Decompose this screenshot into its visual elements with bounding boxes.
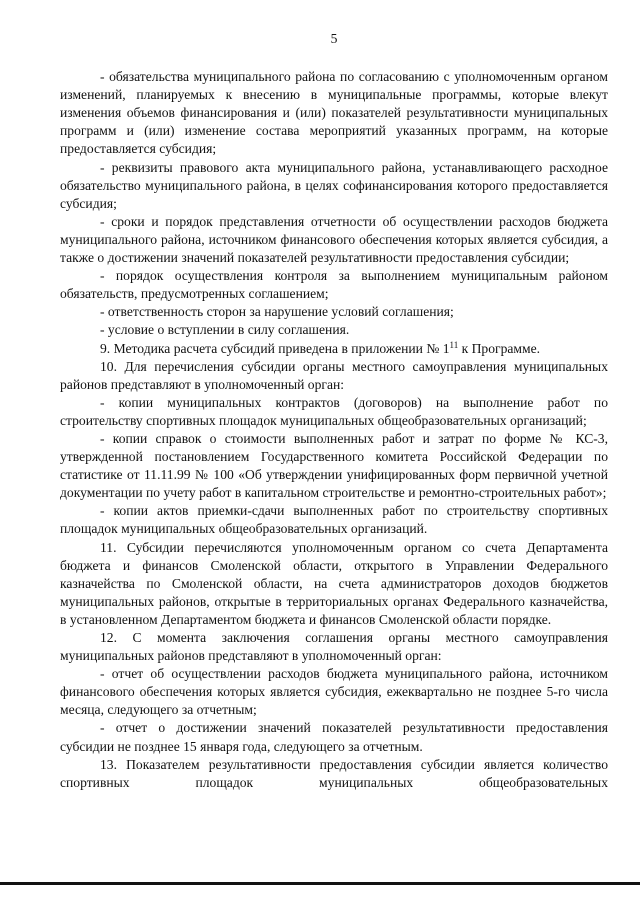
paragraph-entry-into-force: - условие о вступлении в силу соглашения. — [100, 322, 350, 338]
item-9-tail: к Программе. — [458, 340, 541, 356]
paragraph-item-10: 10. Для перечисления субсидии органы местного самоуправления муниципальных районов представляют в уполномоченный орган: — [60, 358, 608, 392]
item-9-superscript: 11 — [449, 339, 459, 350]
bottom-rule — [0, 882, 640, 885]
paragraph-indicator-report: - отчет о достижении значений показателей результативности предоставления субсидии не позднее 15 января года, следующего за отчетным. — [60, 720, 608, 754]
paragraph-control: - порядок осуществления контроля за выполнением муниципальным районом обязательств, предусмотренных соглашением; — [60, 268, 608, 302]
paragraph-contracts: - копии муниципальных контрактов (договоров) на выполнение работ по строительству спортивных площадок муниципальных общеобразовательных организаций; — [60, 394, 608, 428]
paragraph-item-11: 11. Субсидии перечисляются уполномоченным органом со счета Департамента бюджета и финансов Смоленской области, открытого в Управлении Федерального казначейства по Смоленской области, на счета администраторов доходов бюджетов муниципальных районов, открытые в территориальных органах Федерального казначейства, в установленном Департаментом бюджета и финансов Смоленской области порядке. — [60, 539, 608, 627]
paragraph-acts: - копии актов приемки-сдачи выполненных работ по строительству спортивных площадок муниципальных общеобразовательных организаций. — [60, 503, 608, 537]
paragraph-item-13: 13. Показателем результативности предоставления субсидии является количество спортивных площадок муниципальных общеобразовательных — [60, 756, 608, 790]
page-number: 5 — [330, 31, 338, 46]
document-page — [60, 30, 608, 792]
paragraph-item-9 — [60, 340, 608, 358]
paragraph-expense-report: - отчет об осуществлении расходов бюджета муниципального района, источником финансового обеспечения которых является субсидия, ежеквартально не позднее 5-го числа месяца, следующего за отчетным; — [60, 666, 608, 718]
paragraph-responsibility: - ответственность сторон за нарушение условий соглашения; — [100, 304, 454, 320]
paragraph-item-12: 12. С момента заключения соглашения органы местного самоуправления муниципальных районов представляют в уполномоченный орган: — [60, 630, 608, 664]
paragraph-ks3: - копии справок о стоимости выполненных работ и затрат по форме № КС-3, утвержденной постановлением Государственного комитета Российской Федерации по статистике от 11.11.99 № 100 «Об утверждении унифицированных форм первичной учетной документации по учету работ в капитальном строительстве и ремонтно-строительных работ»; — [60, 430, 608, 501]
paragraph-obligations: - обязательства муниципального района по согласованию с уполномоченным органом изменений, планируемых к внесению в муниципальные программы, которые влекут изменения объемов финансирования и (или) показателей результативности муниципальных программ и (или) изменение состава мероприятий указанных программ, на которые предоставляется субсидия; — [60, 69, 608, 157]
paragraph-reporting: - сроки и порядок представления отчетности об осуществлении расходов бюджета муниципального района, источником финансового обеспечения которых является субсидия, а также о достижении значений показателей результативности предоставления субсидии; — [60, 213, 608, 266]
item-9-text: 9. Методика расчета субсидий приведена в приложении № 1 — [100, 340, 450, 356]
paragraph-legal-act: - реквизиты правового акта муниципального района, устанавливающего расходное обязательство муниципального района, в целях софинансирования которого предоставляется субсидия; — [60, 159, 608, 211]
